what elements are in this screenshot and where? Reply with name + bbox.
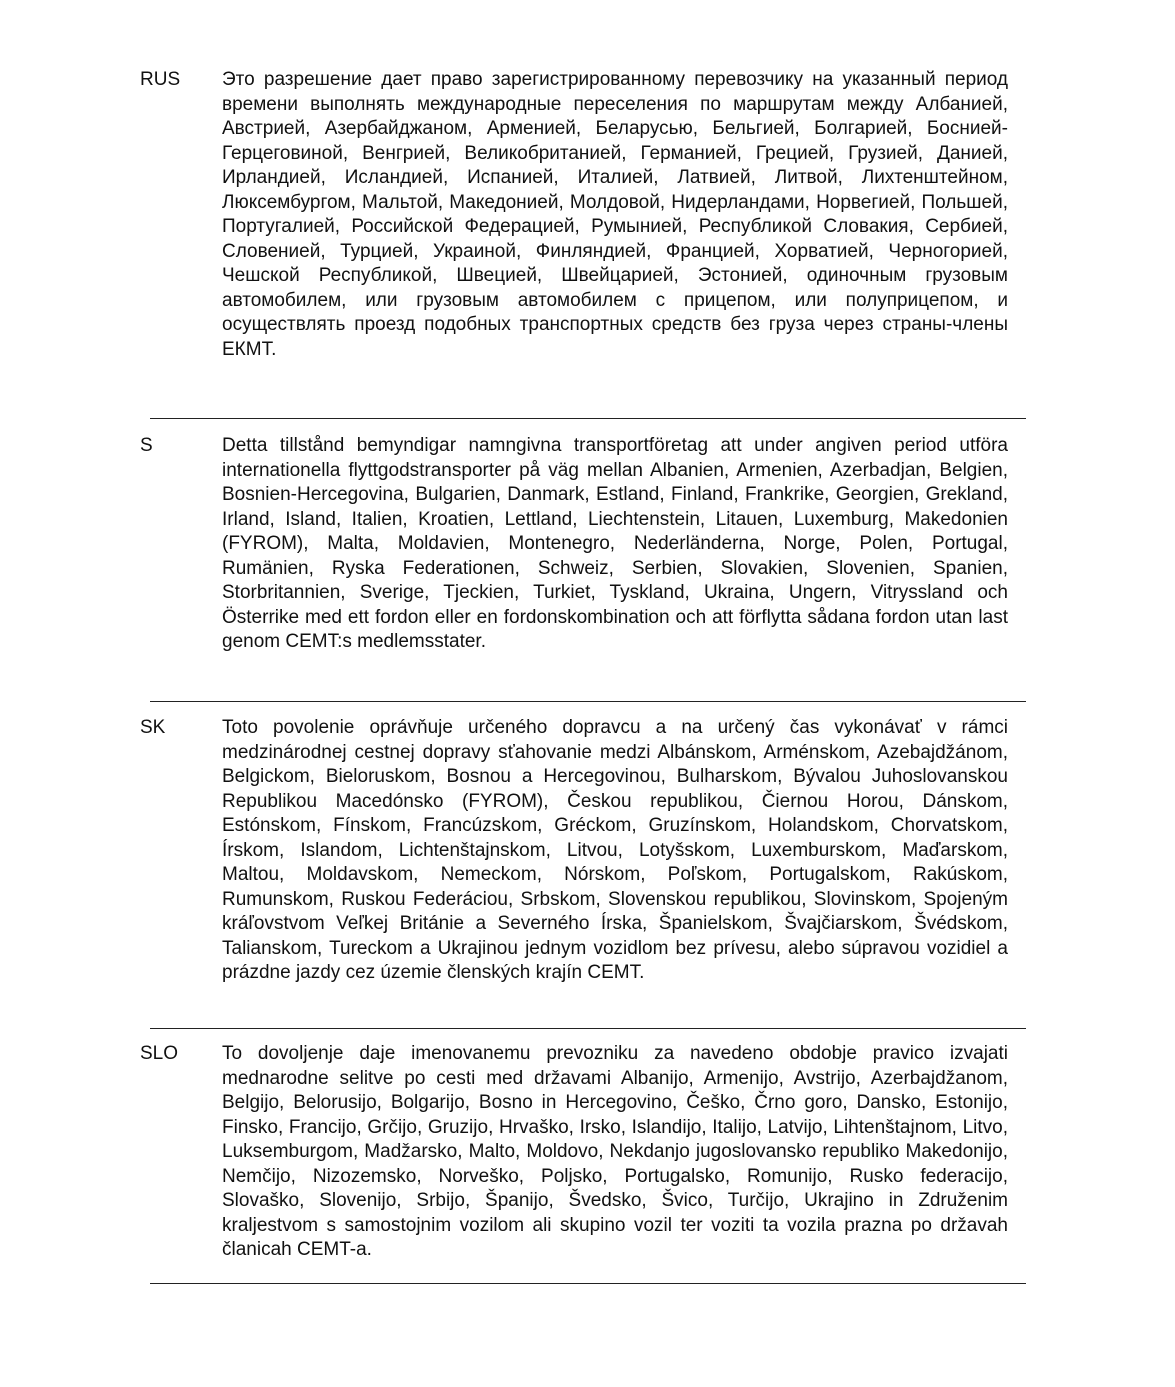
- section-divider: [150, 1028, 1026, 1029]
- language-code: SLO: [140, 1043, 179, 1064]
- section-text: Toto povolenie oprávňuje určeného dopravcu a na určený čas vykonávať v rámci medzinárodnej cestnej dopravy sťahovanie medzi Albánskom, Arménskom, Azebajdžánom, Belgickom, Bieloruskom, Bosnou a Hercegovinou, Bulharskom, Bývalou Juhoslovanskou Republikou Macedónsko (FYROM), Českou republikou, Čiernou Horou, Dánskom, Estónskom, Fínskom, Francúzskom, Gréckom, Gruzínskom, Holandskom, Chorvatskom, Írskom, Islandom, Lichtenštajnskom, Litvou, Lotyšskom, Luxemburskom, Maďarskom, Maltou, Moldavskom, Nemeckom, Nórskom, Poľskom, Portugalskom, Rakúskom, Rumunskom, Ruskou Federáciou, Srbskom, Slovenskou republikou, Slovinskom, Spojeným kráľovstvom Veľkej Británie a Severného Írska, Španielskom, Švajčiarskom, Švédskom, Talianskom, Tureckom a Ukrajinou jednym vozidlom bez prívesu, alebo súpravou vozidiel a prázdne jazdy cez územie členských krajín CEMT.: [222, 717, 1008, 983]
- language-code: S: [140, 435, 153, 456]
- section-text: Detta tillstånd bemyndigar namngivna transportföretag att under angiven period utföra internationella flyttgodstransporter på väg mellan Albanien, Armenien, Azerbadjan, Belgien, Bosnien-Hercegovina, Bulgarien, Danmark, Estland, Finland, Frankrike, Georgien, Grekland, Irland, Island, Italien, Kroatien, Lettland, Liechtenstein, Litauen, Luxemburg, Makedonien (FYROM), Malta, Moldavien, Montenegro, Nederländerna, Norge, Polen, Portugal, Rumänien, Ryska Federationen, Schweiz, Serbien, Slovakien, Slovenien, Spanien, Storbritannien, Sverige, Tjeckien, Turkiet, Tyskland, Ukraina, Ungern, Vitryssland och Österrike med ett fordon eller en fordonskombination och att förflytta sådana fordon utan last genom CEMT:s medlemsstater.: [222, 435, 1008, 652]
- section-divider: [150, 701, 1026, 702]
- language-code: RUS: [140, 69, 181, 90]
- section-divider: [150, 1283, 1026, 1284]
- section-divider: [150, 418, 1026, 419]
- section-text: To dovoljenje daje imenovanemu prevozniku za navedeno obdobje pravico izvajati mednarodne selitve po cesti med državami Albanijo, Armenijo, Avstrijo, Azerbajdžanom, Belgijo, Belorusijo, Bolgarijo, Bosno in Hercegovino, Češko, Črno goro, Dansko, Estonijo, Finsko, Francijo, Grčijo, Gruzijo, Hrvaško, Irsko, Islandijo, Italijo, Latvijo, Lihtenštajnom, Litvo, Luksemburgom, Madžarsko, Malto, Moldovo, Nekdanjo jugoslovansko republiko Makedonijo, Nemčijo, Nizozemsko, Norveško, Poljsko, Portugalsko, Romunijo, Rusko federacijo, Slovaško, Slovenijo, Srbijo, Španijo, Švedsko, Švico, Turčijo, Ukrajino in Združenim kraljestvom s samostojnim vozilom ali skupino vozil ter voziti ta vozila prazna po državah članicah CEMT-a.: [222, 1043, 1008, 1260]
- section-text: Это разрешение дает право зарегистрированному перевозчику на указанный период времени выполнять международные переселения по маршрутам между Албанией, Австрией, Азербайджаном, Арменией, Беларусью, Бельгией, Болгарией, Боснией-Герцеговиной, Венгрией, Великобританией, Германией, Грецией, Грузией, Данией, Ирландией, Исландией, Испанией, Италией, Латвией, Литвой, Лихтенштейном, Люксембургом, Мальтой, Македонией, Молдовой, Нидерландами, Норвегией, Польшей, Португалией, Российской Федерацией, Румынией, Республикой Словакия, Сербией, Словенией, Турцией, Украиной, Финляндией, Францией, Хорватией, Черногорией, Чешской Республикой, Швецией, Швейцарией, Эстонией, одиночным грузовым автомобилем, или грузовым автомобилем с прицепом, или полуприцепом, и осуществлять проезд подобных транспортных средств без груза через страны-члены ЕКМТ.: [222, 69, 1008, 360]
- language-code: SK: [140, 717, 166, 738]
